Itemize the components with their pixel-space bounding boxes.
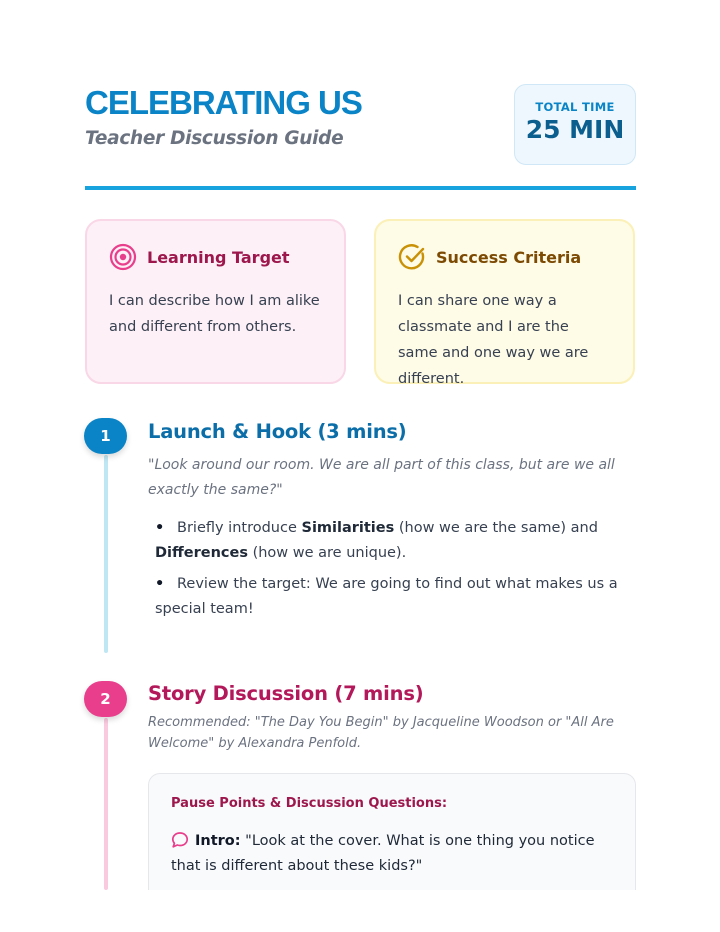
learning-target-title: Learning Target xyxy=(147,247,290,267)
step-2-recommended: Recommended: "The Day You Begin" by Jacqueline Woodson or "All Are Welcome" by Alexandra Penfold. xyxy=(148,715,614,751)
success-criteria-card xyxy=(374,219,635,387)
speech-bubble-icon xyxy=(171,831,189,849)
list-item: • Review the target: We are going to find out what makes us a special team! xyxy=(155,576,618,617)
step-1-section xyxy=(148,420,636,628)
learning-target-card xyxy=(85,219,346,384)
step-1-badge: 1 xyxy=(84,418,127,454)
page-subtitle: Teacher Discussion Guide xyxy=(85,128,344,149)
step-2-title: Story Discussion (7 mins) xyxy=(148,682,424,705)
page-title: CELEBRATING US xyxy=(85,84,362,121)
step-1-bullets xyxy=(148,516,636,622)
total-time-box xyxy=(514,84,636,165)
target-icon xyxy=(109,243,137,271)
check-circle-icon xyxy=(398,243,426,271)
page-bottom-margin xyxy=(0,890,720,932)
success-criteria-header xyxy=(398,243,611,271)
timeline-line-step-1 xyxy=(104,455,108,653)
success-criteria-title: Success Criteria xyxy=(436,247,582,267)
pause-point-item: Intro: "Look at the cover. What is one thing you notice that is different about these kids?" xyxy=(171,833,595,874)
step-2-section xyxy=(148,682,636,754)
page-header xyxy=(85,84,636,190)
success-criteria-text: I can share one way a classmate and I are the same and one way we are different. xyxy=(398,293,589,387)
step-1-quote: "Look around our room. We are all part of this class, but are we all exactly the same?" xyxy=(148,457,615,498)
header-divider xyxy=(85,186,636,190)
learning-target-text: I can describe how I am alike and different from others. xyxy=(109,293,320,335)
list-item: • Briefly introduce Similarities (how we are the same) and Differences (how we are unique). xyxy=(155,520,598,561)
step-2-badge: 2 xyxy=(84,681,127,717)
pause-points-title: Pause Points & Discussion Questions: xyxy=(171,796,448,811)
step-1-title: Launch & Hook (3 mins) xyxy=(148,420,407,443)
learning-target-header xyxy=(109,243,322,271)
total-time-value: 25 MIN xyxy=(525,115,625,144)
total-time-label: TOTAL TIME xyxy=(535,100,615,114)
timeline-line-step-2 xyxy=(104,718,108,890)
